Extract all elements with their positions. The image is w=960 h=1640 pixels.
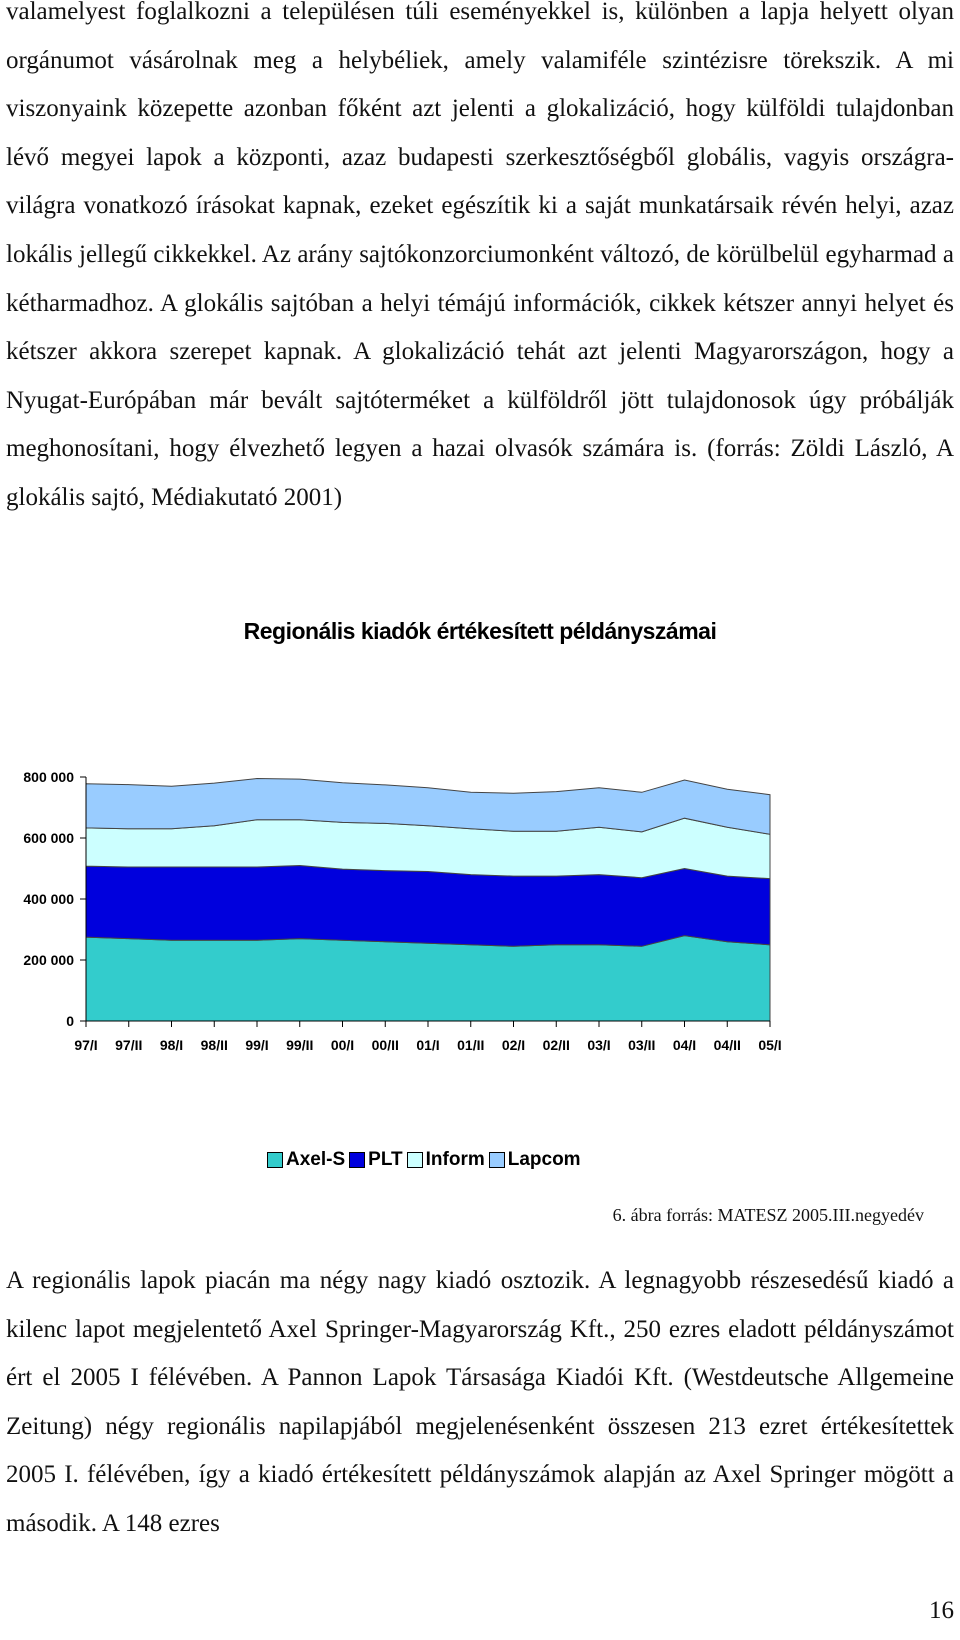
x-tick-label: 97/I (74, 1037, 98, 1053)
figure-source-caption: 6. ábra forrás: MATESZ 2005.III.negyedév (612, 1205, 924, 1225)
x-tick-label: 00/II (371, 1037, 399, 1053)
y-tick-label: 0 (66, 1013, 74, 1029)
paragraph-bottom: A regionális lapok piacán ma négy nagy kiadó osztozik. A legnagyobb részesedésű kiadó a kilenc lapot megjelentető Axel Springer-Magyarország Kft., 250 ezres eladott példányszámot ért el 2005 I félévében. A Pannon Lapok Társasága Kiadói Kft. (Westdeutsche Allgemeine Zeitung) négy regionális napilapjából megjelenésenként összesen 213 ezret értékesítettek 2005 I. félévében, így a kiadó értékesített példányszámok alapján az Axel Springer mögött a második. A 148 ezres (6, 1267, 954, 1537)
area-series-plt (86, 866, 770, 947)
area-series-axel-s (86, 936, 770, 1021)
x-tick-label: 02/I (501, 1037, 526, 1053)
x-tick-label: 99/II (286, 1037, 314, 1053)
y-tick-label: 800 000 (23, 769, 74, 785)
paragraph-top: valamelyest foglalkozni a településen túli eseményekkel is, különben a lapja helyett olyan orgánumot vásárolnak meg a helybéliek, amely valamiféle szintézisre törekszik. A mi viszonyaink közepette azonban főként azt jelenti a glokalizáció, hogy külföldi tulajdonban lévő megyei lapok a központi, azaz budapesti szerkesztőségből globális, vagyis országra-világra vonatkozó írásokat kapnak, ezeket egészítik ki a saját munkatársaik révén helyi, azaz lokális jellegű cikkekkel. Az arány sajtókonzorciumonként változó, de körülbelül egyharmad a kétharmadhoz. A glokális sajtóban a helyi témájú információk, cikkek kétszer annyi helyet és kétszer akkora szerepet kapnak. A glokalizáció tehát azt jelenti Magyarországon, hogy a Nyugat-Európában már bevált sajtóterméket a külföldről jött tulajdonosok úgy próbálják meghonosítani, hogy élvezhető legyen a hazai olvasók számára is. (forrás: Zöldi László, A glokális sajtó, Médiakutató 2001) (6, 0, 954, 511)
x-tick-label: 01/I (416, 1037, 440, 1053)
x-tick-label: 04/II (713, 1037, 741, 1053)
x-tick-label: 04/I (672, 1037, 697, 1053)
legend-swatch-plt (349, 1152, 365, 1168)
x-tick-label: 03/II (628, 1037, 656, 1053)
legend-label-plt: PLT (368, 1149, 403, 1170)
x-tick-label: 00/I (330, 1037, 355, 1053)
legend-swatch-inform (407, 1152, 423, 1168)
chart-title: Regionális kiadók értékesített példányszámai (243, 618, 717, 644)
legend-label-inform: Inform (425, 1149, 485, 1170)
legend-item-axel-s (267, 1149, 345, 1171)
chart-legend (267, 1146, 585, 1174)
legend-item-plt (349, 1149, 402, 1171)
y-tick-label: 400 000 (23, 891, 74, 907)
legend-label-lapcom: Lapcom (507, 1149, 581, 1170)
x-tick-label: 98/I (159, 1037, 184, 1053)
legend-item-inform (407, 1149, 485, 1171)
legend-item-lapcom (489, 1149, 581, 1171)
y-tick-label: 200 000 (23, 952, 74, 968)
legend-swatch-axel-s (267, 1152, 283, 1168)
x-tick-label: 05/I (758, 1037, 782, 1053)
x-tick-label: 97/II (115, 1037, 143, 1053)
legend-swatch-lapcom (489, 1152, 505, 1168)
x-tick-label: 01/II (457, 1037, 485, 1053)
y-tick-label: 600 000 (23, 830, 74, 846)
x-tick-label: 98/II (200, 1037, 228, 1053)
page-number: 16 (929, 1597, 954, 1624)
x-tick-label: 02/II (542, 1037, 570, 1053)
area-chart (0, 750, 960, 1070)
x-tick-label: 99/I (245, 1037, 269, 1053)
legend-label-axel-s: Axel-S (286, 1149, 346, 1170)
x-tick-label: 03/I (587, 1037, 611, 1053)
